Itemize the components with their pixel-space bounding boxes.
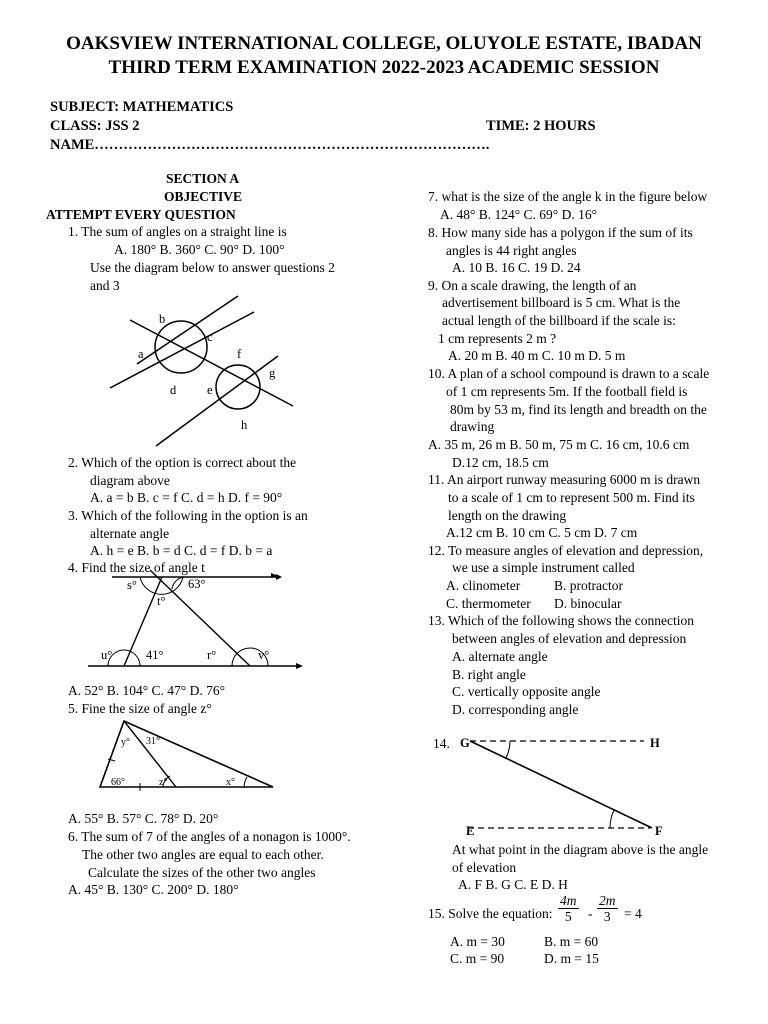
q2-options: A. a = b B. c = f C. d = h D. f = 90° bbox=[90, 490, 283, 505]
name-line: NAME………………………………………………………………………. bbox=[50, 137, 490, 153]
fig2-label-63: 63° bbox=[188, 577, 206, 591]
q10-text: 10. A plan of a school compound is drawn to a scale bbox=[428, 366, 710, 381]
q12-text-2: we use a simple instrument called bbox=[452, 560, 635, 575]
fig3-label-z: z° bbox=[159, 777, 168, 788]
q3-text: 3. Which of the following in the option is an bbox=[68, 508, 308, 523]
fraction-1-denominator: 5 bbox=[564, 909, 572, 924]
q12-option-c: C. thermometer bbox=[446, 596, 531, 611]
q4-text: 4. Find the size of angle t bbox=[68, 560, 205, 575]
angle-of-depression-arc bbox=[506, 741, 510, 758]
q3-text-2: alternate angle bbox=[90, 526, 170, 541]
q15-option-b: B. m = 60 bbox=[544, 934, 599, 949]
q1-text: 1. The sum of angles on a straight line is bbox=[68, 224, 287, 239]
q13-option-b: B. right angle bbox=[452, 667, 526, 682]
fig1-label-c: c bbox=[207, 330, 213, 344]
q8-text-2: angles is 44 right angles bbox=[446, 243, 577, 258]
q12-option-d: D. binocular bbox=[554, 596, 622, 611]
fig1-label-e: e bbox=[207, 383, 213, 397]
fig2-label-s: s° bbox=[127, 578, 137, 592]
q6-options: A. 45° B. 130° C. 200° D. 180° bbox=[68, 882, 239, 897]
q15-text: 15. Solve the equation: bbox=[428, 906, 553, 921]
diagram-note-2: and 3 bbox=[90, 278, 120, 293]
q14-number: 14. bbox=[433, 736, 450, 751]
point-e-label: E bbox=[466, 824, 475, 838]
q10-text-3: 80m by 53 m, find its length and breadth on the bbox=[450, 402, 707, 417]
fig2-label-r: r° bbox=[207, 648, 217, 662]
q8-text: 8. How many side has a polygon if the sum of its bbox=[428, 225, 693, 240]
fig1-label-f: f bbox=[237, 347, 242, 361]
q9-options: A. 20 m B. 40 m C. 10 m D. 5 m bbox=[448, 348, 626, 363]
fig3-label-y: y° bbox=[121, 737, 130, 748]
fraction-1-numerator: 4m bbox=[560, 893, 577, 908]
class-label: CLASS: JSS 2 bbox=[50, 118, 140, 134]
diagram-note: Use the diagram below to answer questions 2 bbox=[90, 260, 335, 275]
q6-text-2: The other two angles are equal to each other. bbox=[82, 847, 324, 862]
fig3-label-x: x° bbox=[226, 777, 235, 788]
fig1-label-g: g bbox=[269, 366, 276, 380]
q12-text: 12. To measure angles of elevation and depression, bbox=[428, 543, 704, 558]
q10-options-2: D.12 cm, 18.5 cm bbox=[452, 455, 549, 470]
angle-of-elevation-arc bbox=[610, 810, 614, 828]
q13-text-2: between angles of elevation and depression bbox=[452, 631, 687, 646]
fraction-4m-over-5 bbox=[558, 893, 579, 924]
q9-text-4: 1 cm represents 2 m ? bbox=[438, 331, 557, 346]
point-g-label: G bbox=[460, 736, 470, 750]
q3-options: A. h = e B. b = d C. d = f D. b = a bbox=[90, 543, 273, 558]
fig1-label-h: h bbox=[241, 418, 248, 432]
fig2-label-v: v° bbox=[258, 648, 270, 662]
section-instruction: ATTEMPT EVERY QUESTION bbox=[46, 207, 236, 222]
section-subtitle: OBJECTIVE bbox=[164, 189, 243, 204]
fig2-label-41: 41° bbox=[146, 648, 164, 662]
q13-option-d: D. corresponding angle bbox=[452, 702, 579, 717]
equals-four: = 4 bbox=[624, 906, 642, 921]
time-label: TIME: 2 HOURS bbox=[486, 118, 596, 134]
fig1-label-b: b bbox=[159, 312, 166, 326]
fig2-label-t: t° bbox=[157, 594, 166, 608]
q14-text: At what point in the diagram above is the angle bbox=[452, 842, 709, 857]
q13-option-c: C. vertically opposite angle bbox=[452, 684, 601, 699]
minus-sign: - bbox=[588, 906, 593, 921]
q11-text: 11. An airport runway measuring 6000 m is drawn bbox=[428, 472, 701, 487]
q6-text-3: Calculate the sizes of the other two angles bbox=[88, 865, 316, 880]
school-name: OAKSVIEW INTERNATIONAL COLLEGE, OLUYOLE ESTATE, IBADAN bbox=[66, 33, 702, 54]
q8-options: A. 10 B. 16 C. 19 D. 24 bbox=[452, 260, 581, 275]
q9-text: 9. On a scale drawing, the length of an bbox=[428, 278, 637, 293]
q5-options: A. 55° B. 57° C. 78° D. 20° bbox=[68, 811, 219, 826]
fraction-2m-over-3 bbox=[597, 893, 618, 924]
fig1-label-d: d bbox=[170, 383, 177, 397]
q15-option-d: D. m = 15 bbox=[544, 951, 599, 966]
q14-text-2: of elevation bbox=[452, 860, 517, 875]
line-of-sight-gf bbox=[470, 741, 652, 828]
fig2-label-u: u° bbox=[101, 648, 113, 662]
fig3-label-66: 66° bbox=[111, 777, 125, 788]
point-f-label: F bbox=[655, 824, 663, 838]
q5-text: 5. Fine the size of angle z° bbox=[68, 701, 212, 716]
q2-text: 2. Which of the option is correct about the bbox=[68, 455, 297, 470]
q11-text-3: length on the drawing bbox=[448, 508, 567, 523]
q15-option-c: C. m = 90 bbox=[450, 951, 505, 966]
q1-options: A. 180° B. 360° C. 90° D. 100° bbox=[114, 242, 285, 257]
q11-text-2: to a scale of 1 cm to represent 500 m. Find its bbox=[448, 490, 695, 505]
q2-text-2: diagram above bbox=[90, 473, 170, 488]
subject-label: SUBJECT: MATHEMATICS bbox=[50, 99, 234, 115]
q12-option-a: A. clinometer bbox=[446, 578, 521, 593]
q10-text-2: of 1 cm represents 5m. If the football field is bbox=[446, 384, 688, 399]
fraction-2-numerator: 2m bbox=[599, 893, 616, 908]
q10-text-4: drawing bbox=[450, 419, 495, 434]
q10-options: A. 35 m, 26 m B. 50 m, 75 m C. 16 cm, 10.6 cm bbox=[428, 437, 690, 452]
q4-options: A. 52° B. 104° C. 47° D. 76° bbox=[68, 683, 225, 698]
q9-text-3: actual length of the billboard if the scale is: bbox=[442, 313, 676, 328]
q6-text: 6. The sum of 7 of the angles of a nonagon is 1000°. bbox=[68, 829, 351, 844]
fraction-2-denominator: 3 bbox=[603, 909, 611, 924]
q15-option-a: A. m = 30 bbox=[450, 934, 505, 949]
section-title: SECTION A bbox=[166, 171, 240, 186]
q7-options: A. 48° B. 124° C. 69° D. 16° bbox=[440, 207, 597, 222]
point-h-label: H bbox=[650, 736, 660, 750]
q12-option-b: B. protractor bbox=[554, 578, 623, 593]
q14-options: A. F B. G C. E D. H bbox=[458, 877, 568, 892]
q7-text: 7. what is the size of the angle k in the figure below bbox=[428, 189, 708, 204]
fig1-label-a: a bbox=[138, 347, 144, 361]
fig3-label-31: 31° bbox=[146, 736, 160, 747]
q13-option-a: A. alternate angle bbox=[452, 649, 548, 664]
q13-text: 13. Which of the following shows the connection bbox=[428, 613, 694, 628]
q9-text-2: advertisement billboard is 5 cm. What is the bbox=[442, 295, 681, 310]
q11-options: A.12 cm B. 10 cm C. 5 cm D. 7 cm bbox=[446, 525, 638, 540]
exam-title: THIRD TERM EXAMINATION 2022-2023 ACADEMIC SESSION bbox=[108, 57, 660, 78]
